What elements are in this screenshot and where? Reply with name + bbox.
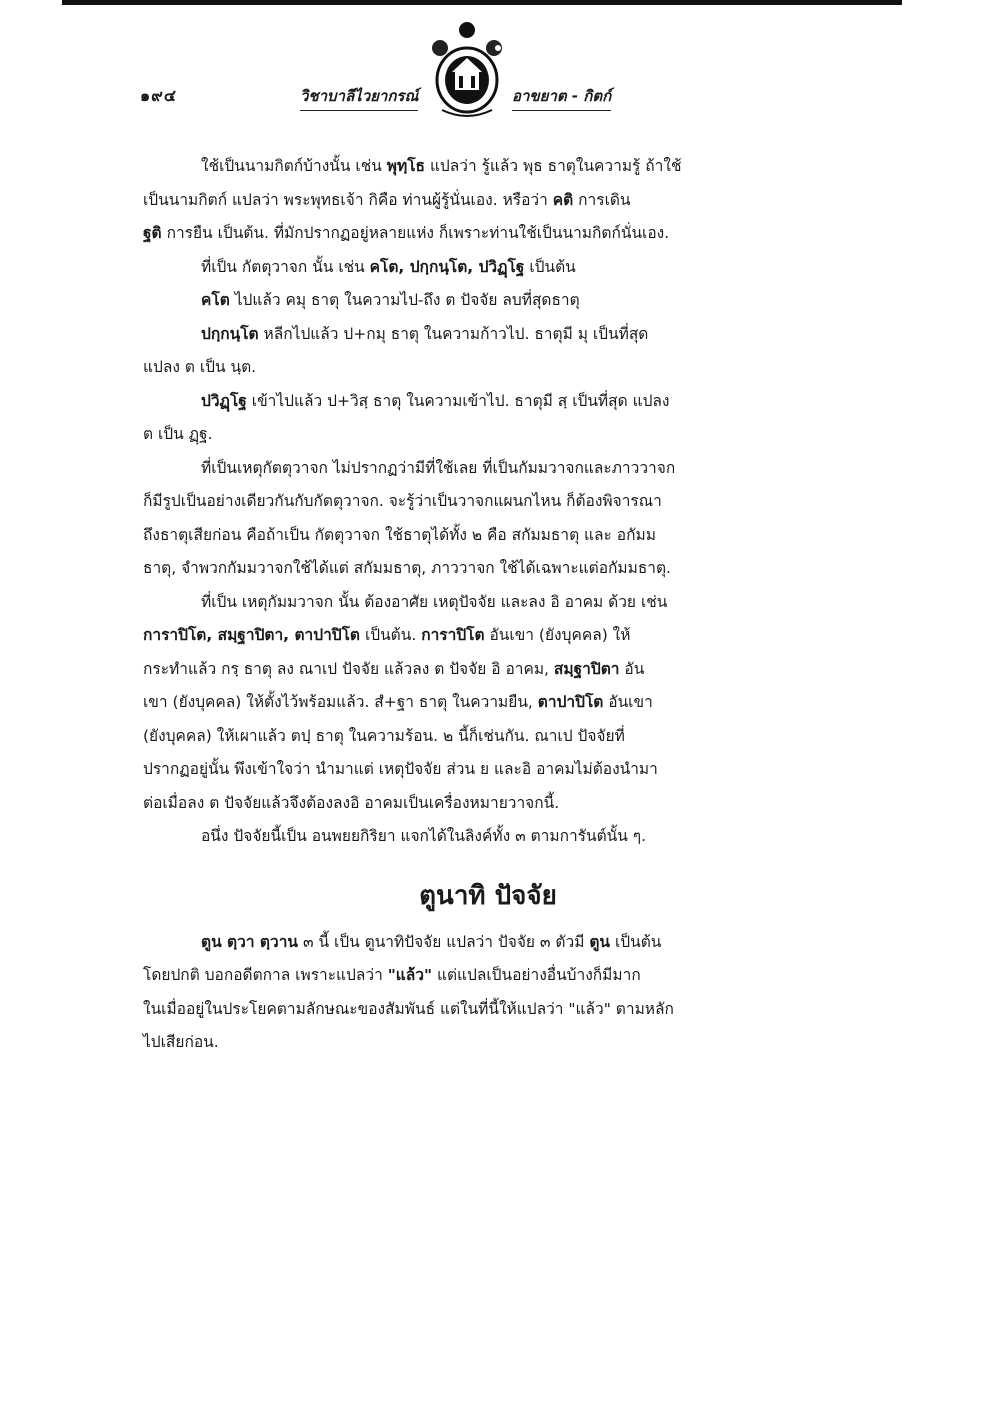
pali-term: พุทฺโธ (386, 157, 425, 175)
pali-term: ตูน (589, 932, 611, 951)
institution-emblem-icon (422, 18, 512, 123)
section-heading: ตูนาทิ ปัจจัย (419, 880, 557, 911)
paragraph-line: ไปเสียก่อน. (143, 1033, 219, 1051)
text-span: แต่แปลเป็นอย่างอื่นบ้างก็มีมาก (437, 966, 641, 984)
text-span: ที่เป็น กัตตุวาจก นั้น เช่น (201, 257, 365, 276)
document-body (143, 150, 833, 1060)
paragraph-line (143, 959, 833, 993)
paragraph-line (143, 150, 833, 184)
paragraph-line: (ยังบุคคล) ให้เผาแล้ว ตปฺ ธาตุ ในความร้อน. ๒ นี้ก็เช่นกัน. ณาเป ปัจจัยที่ (143, 726, 625, 745)
paragraph-line: ถึงธาตุเสียก่อน คือถ้าเป็น กัตตุวาจก ใช้ธาตุได้ทั้ง ๒ คือ สกัมมธาตุ และ อกัมม (143, 525, 656, 544)
pali-term: ปวิฏฺโฐ (201, 391, 247, 410)
paragraph-line: ปรากฏอยู่นั้น พึงเข้าใจว่า นำมาแต่ เหตุปัจจัย ส่วน ย และอิ อาคมไม่ต้องนำมา (143, 760, 658, 778)
text-span: เป็นต้น (614, 932, 662, 951)
text-span: แปลง ต เป็น นฺต. (143, 358, 257, 376)
text-span: เป็นนามกิตก์ แปลว่า พระพุทธเจ้า กิคือ ท่านผู้รู้นั่นเอง. หรือว่า (143, 190, 548, 209)
emphasis-term: "แล้ว" (387, 966, 433, 984)
text-span: หลีกไปแล้ว ป+กมุ ธาตุ ในความก้าวไป. ธาตุมี มุ เป็นที่สุด (263, 324, 649, 343)
paragraph-line: ต่อเมื่อลง ต ปัจจัยแล้วจึงต้องลงอิ อาคมเป็นเครื่องหมายวาจกนี้. (143, 793, 560, 812)
pali-term: ปกฺกนฺโต (201, 324, 259, 343)
pali-term: คติ (552, 190, 574, 209)
page-number: ๑๙๔ (140, 86, 177, 105)
paragraph-line (143, 251, 833, 285)
text-span: ไปแล้ว คมุ ธาตุ ในความไป-ถึง ต ปัจจัย ลบที่สุดธาตุ (234, 291, 580, 309)
header-right-title: อาขยาต - กิตก์ (512, 84, 611, 111)
text-span: การยืน เป็นต้น. ที่มักปรากฏอยู่หลายแห่ง ก็เพราะท่านใช้เป็นนามกิตก์นั่นเอง. (166, 224, 670, 242)
pali-term: ตูน ตฺวา ตฺวาน (201, 932, 298, 951)
header-left-title: วิชาบาลีไวยากรณ์ (300, 84, 418, 111)
pali-term: การาปิโต, สมฺฐาปิตา, ตาปาปิโต (143, 626, 360, 644)
text-span: เป็นต้น. (364, 626, 417, 644)
pali-term: ฐติ (143, 224, 162, 242)
paragraph-line: ในเมื่ออยู่ในประโยคตามลักษณะของสัมพันธ์ แต่ในที่นี้ให้แปลว่า "แล้ว" ตามหลัก (143, 999, 674, 1018)
paragraph-line: ก็มีรูปเป็นอย่างเดียวกันกับกัตตุวาจก. จะรู้ว่าเป็นวาจกแผนกไหน ก็ต้องพิจารณา (143, 492, 662, 510)
page-header (140, 18, 800, 128)
paragraph-line: อนึ่ง ปัจจัยนี้เป็น อนพยยกิริยา แจกได้ในลิงค์ทั้ง ๓ ตามการันต์นั้น ๆ. (201, 827, 647, 845)
paragraph-line (143, 686, 833, 720)
paragraph-line (143, 385, 833, 419)
scan-edge-bar (62, 0, 902, 5)
text-span: อัน (624, 659, 645, 678)
paragraph-line (143, 217, 833, 251)
text-span: เขา (ยังบุคคล) ให้ตั้งไว้พร้อมแล้ว. สํ+ฐา ธาตุ ในความยืน, (143, 693, 533, 711)
pali-term: คโต (201, 291, 230, 309)
paragraph-line: ที่เป็นเหตุกัตตุวาจก ไม่ปรากฏว่ามีที่ใช้เลย ที่เป็นกัมมวาจกและภาววาจก (201, 458, 676, 477)
text-span: ต เป็น ฏฺฐ. (143, 425, 213, 443)
paragraph-line: ที่เป็น เหตุกัมมวาจก นั้น ต้องอาศัย เหตุปัจจัย และลง อิ อาคม ด้วย เช่น (201, 592, 668, 611)
paragraph-line (143, 318, 833, 352)
text-span: เข้าไปแล้ว ป+วิสฺ ธาตุ ในความเข้าไป. ธาตุมี สฺ เป็นที่สุด แปลง (251, 391, 670, 410)
paragraph-line (143, 653, 833, 687)
pali-term: ตาปาปิโต (537, 693, 604, 711)
pali-term: สมฺฐาปิตา (553, 659, 620, 678)
paragraph-line (143, 351, 833, 385)
text-span: แปลว่า รู้แล้ว พุธ ธาตุในความรู้ ถ้าใช้ (429, 157, 682, 175)
text-span: ๓ นี้ เป็น ตูนาทิปัจจัย แปลว่า ปัจจัย ๓ ตัวมี (302, 932, 585, 951)
pali-term: คโต, ปกฺกนฺโต, ปวิฏฺโฐ (369, 257, 525, 276)
text-span: ใช้เป็นนามกิตก์บ้างนั้น เช่น (201, 157, 382, 175)
paragraph-line (143, 284, 833, 318)
text-span: โดยปกติ บอกอดีตกาล เพราะแปลว่า (143, 966, 383, 984)
paragraph-line (143, 184, 833, 218)
paragraph-line: ธาตุ, จำพวกกัมมวาจกใช้ได้แต่ สกัมมธาตุ, ภาววาจก ใช้ได้เฉพาะแต่อกัมมธาตุ. (143, 559, 671, 577)
text-span: อันเขา (608, 693, 653, 711)
text-span: การเดิน (578, 190, 631, 209)
text-span: เป็นต้น (529, 257, 576, 276)
pali-term: การาปิโต (421, 626, 485, 644)
paragraph-line (143, 619, 833, 653)
text-span: อันเขา (ยังบุคคล) ให้ (489, 626, 631, 644)
paragraph-line (143, 926, 833, 960)
text-span: กระทำแล้ว กรฺ ธาตุ ลง ณาเป ปัจจัย แล้วลง ต ปัจจัย อิ อาคม, (143, 659, 549, 678)
paragraph-line (143, 418, 833, 452)
